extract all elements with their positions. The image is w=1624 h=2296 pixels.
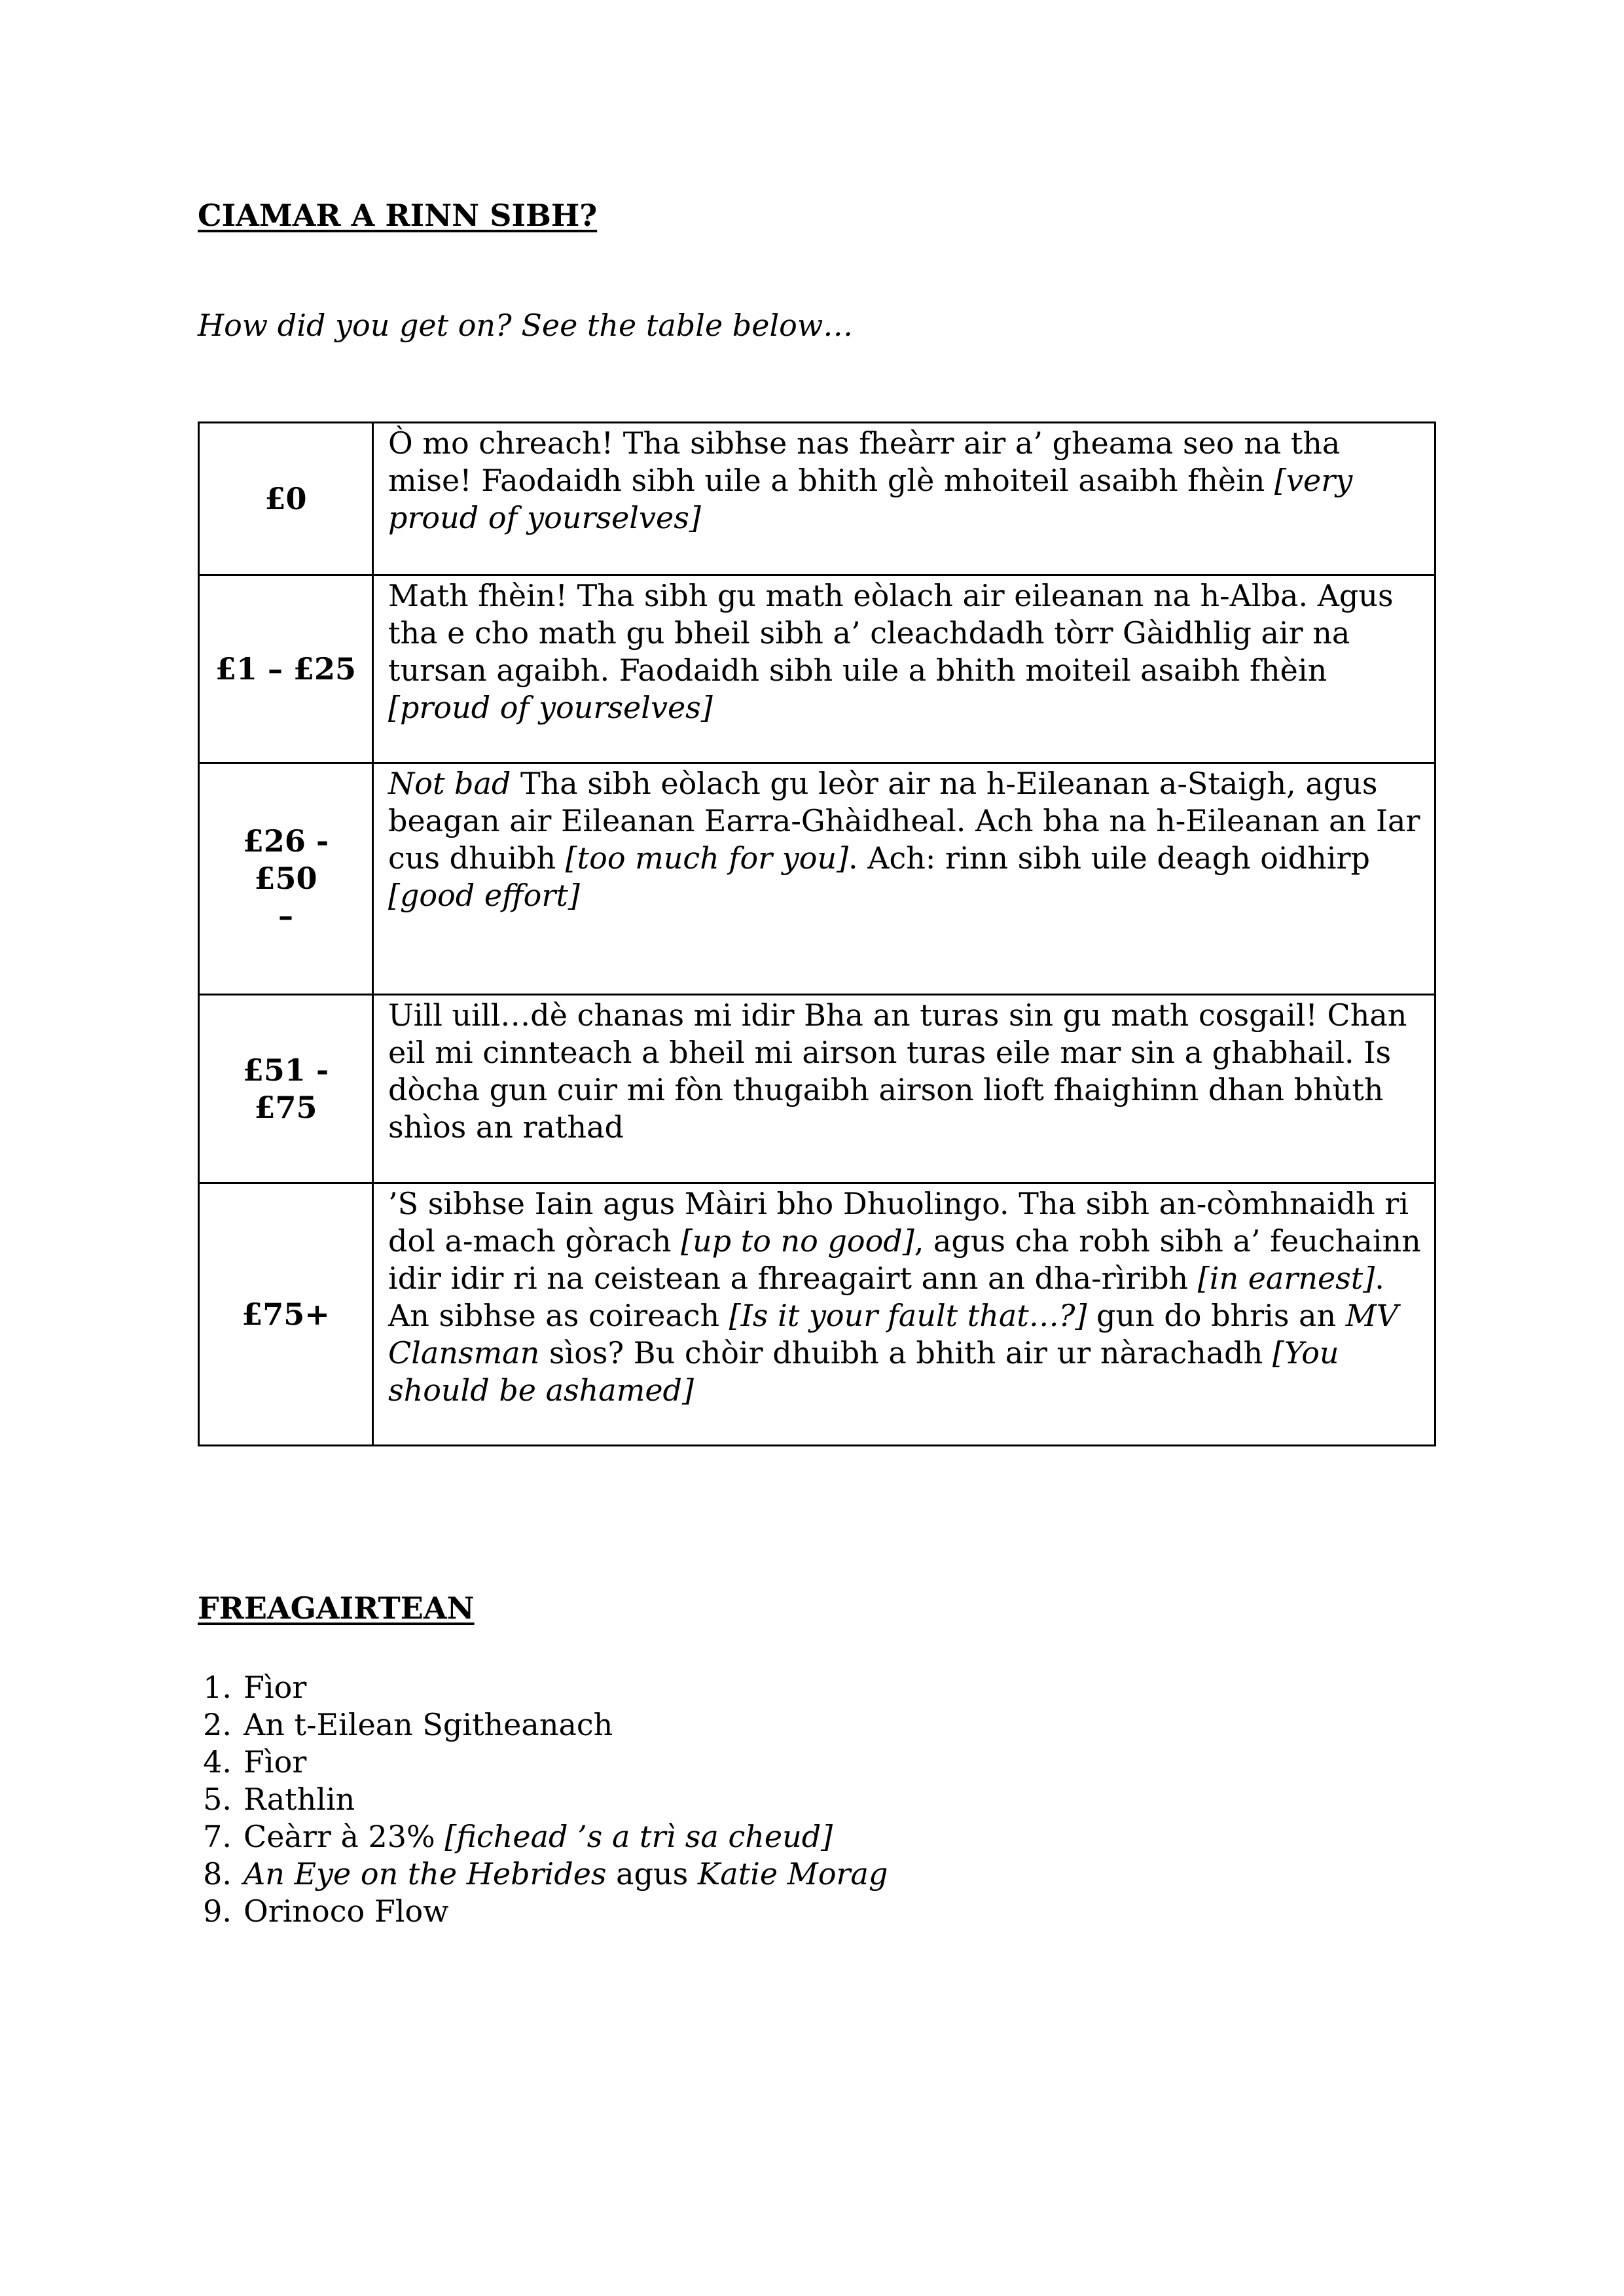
text-run: Fìor [244, 1744, 307, 1780]
text-run: Math fhèin! Tha sibh gu math eòlach air eileanan na h-Alba. Agus tha e cho math gu bheil sibh a’ cleachdadh tòrr Gàidhlig air na tursan agaibh. Faodaidh sibh uile a bhith moiteil asaibh fhèin [388, 578, 1394, 688]
score-range [199, 995, 373, 1183]
score-range-line: £0 [264, 480, 307, 516]
text-run: ’S sibhse Iain agus Màiri bho Dhuolingo. Tha sibh an-còmhnaidh ri dol a-mach gòrach [388, 1186, 1409, 1259]
score-row [199, 995, 1435, 1183]
italic-text: Katie Morag [697, 1856, 888, 1892]
text-run: , agus cha robh sibh a’ feuchainn idir idir ri na ceistean a fhreagairt ann an dha-rìribh [388, 1223, 1421, 1296]
score-table [198, 422, 1436, 1446]
score-range [199, 1183, 373, 1446]
score-range-line: £75 [254, 1089, 317, 1125]
score-description [373, 575, 1435, 763]
text-run: Ceàrr à 23% [244, 1819, 445, 1854]
score-description [373, 763, 1435, 995]
italic-text: [Is it your fault that…?] [729, 1298, 1087, 1333]
score-row [199, 763, 1435, 995]
list-item [203, 1669, 888, 1706]
text-run: Tha sibh eòlach gu leòr air na h-Eileanan a-Staigh, agus beagan air Eileanan Earra-Ghàidheal. Ach bha na h-Eileanan an Iar cus dhuibh [388, 766, 1420, 876]
score-range-line: £26 - [242, 823, 329, 859]
intro-text: How did you get on? See the table below… [198, 308, 854, 343]
list-item [203, 1818, 888, 1856]
score-range [199, 763, 373, 995]
italic-text: An Eye on the Hebrides [244, 1856, 607, 1892]
score-range-line: £50 [254, 861, 317, 896]
italic-text: MV Clansman [388, 1298, 1399, 1371]
italic-text: [proud of yourselves] [388, 690, 713, 725]
text-run: Ò mo chreach! Tha sibhse nas fheàrr air a’ gheama seo na tha mise! Faodaidh sibh uile a bhith glè mhoiteil asaibh fhèin [388, 425, 1341, 498]
answers-heading: FREAGAIRTEAN [198, 1590, 475, 1626]
text-run: sìos? Bu chòir dhuibh a bhith air ur nàrachadh [539, 1335, 1272, 1371]
score-description [373, 423, 1435, 575]
score-range-line: – [278, 898, 293, 933]
score-description [373, 1183, 1435, 1446]
italic-text: [good effort] [388, 878, 580, 913]
score-row [199, 1183, 1435, 1446]
italic-text: [up to no good] [681, 1223, 914, 1259]
list-item [203, 1893, 888, 1930]
answer-number: 8. [203, 1856, 232, 1892]
italic-text: [You should be ashamed] [388, 1335, 1339, 1408]
score-range-line: £51 - [242, 1052, 329, 1088]
text-run: An t-Eilean Sgitheanach [244, 1707, 613, 1742]
italic-text: [in earnest] [1197, 1261, 1375, 1296]
text-run: Orinoco Flow [244, 1893, 449, 1929]
text-run: Fìor [244, 1670, 307, 1705]
answers-list [203, 1669, 888, 1930]
text-run: . An sibhse as coireach [388, 1261, 1384, 1333]
italic-text: [too much for you] [565, 840, 849, 876]
list-item [203, 1856, 888, 1893]
list-item [203, 1744, 888, 1781]
italic-text: [fichead ’s a trì sa cheud] [444, 1819, 833, 1854]
text-run: Rathlin [244, 1782, 355, 1817]
text-run: gun do bhris an [1087, 1298, 1346, 1333]
score-range-line: £1 – £25 [215, 651, 357, 687]
score-range-line: £75+ [242, 1296, 330, 1332]
answer-number: 2. [203, 1707, 232, 1742]
list-item [203, 1781, 888, 1818]
answer-number: 1. [203, 1670, 232, 1705]
score-range [199, 575, 373, 763]
answer-number: 7. [203, 1819, 232, 1854]
score-description [373, 995, 1435, 1183]
italic-text: Not bad [388, 766, 511, 801]
answer-number: 5. [203, 1782, 232, 1817]
answer-number: 9. [203, 1893, 232, 1929]
italic-text: [very proud of yourselves] [388, 463, 1353, 535]
list-item [203, 1706, 888, 1744]
text-run: Uill uill…dè chanas mi idir Bha an turas sin gu math cosgail! Chan eil mi cinnteach a bheil mi airson turas eile mar sin a ghabhail. Is dòcha gun cuir mi fòn thugaibh airson lioft fhaighinn dhan bhùth shìos an rathad [388, 997, 1407, 1145]
score-row [199, 575, 1435, 763]
answer-number: 4. [203, 1744, 232, 1780]
text-run: . Ach: rinn sibh uile deagh oidhirp [848, 840, 1370, 876]
text-run: agus [606, 1856, 698, 1892]
page-title: CIAMAR A RINN SIBH? [198, 198, 598, 233]
score-range [199, 423, 373, 575]
score-row [199, 423, 1435, 575]
